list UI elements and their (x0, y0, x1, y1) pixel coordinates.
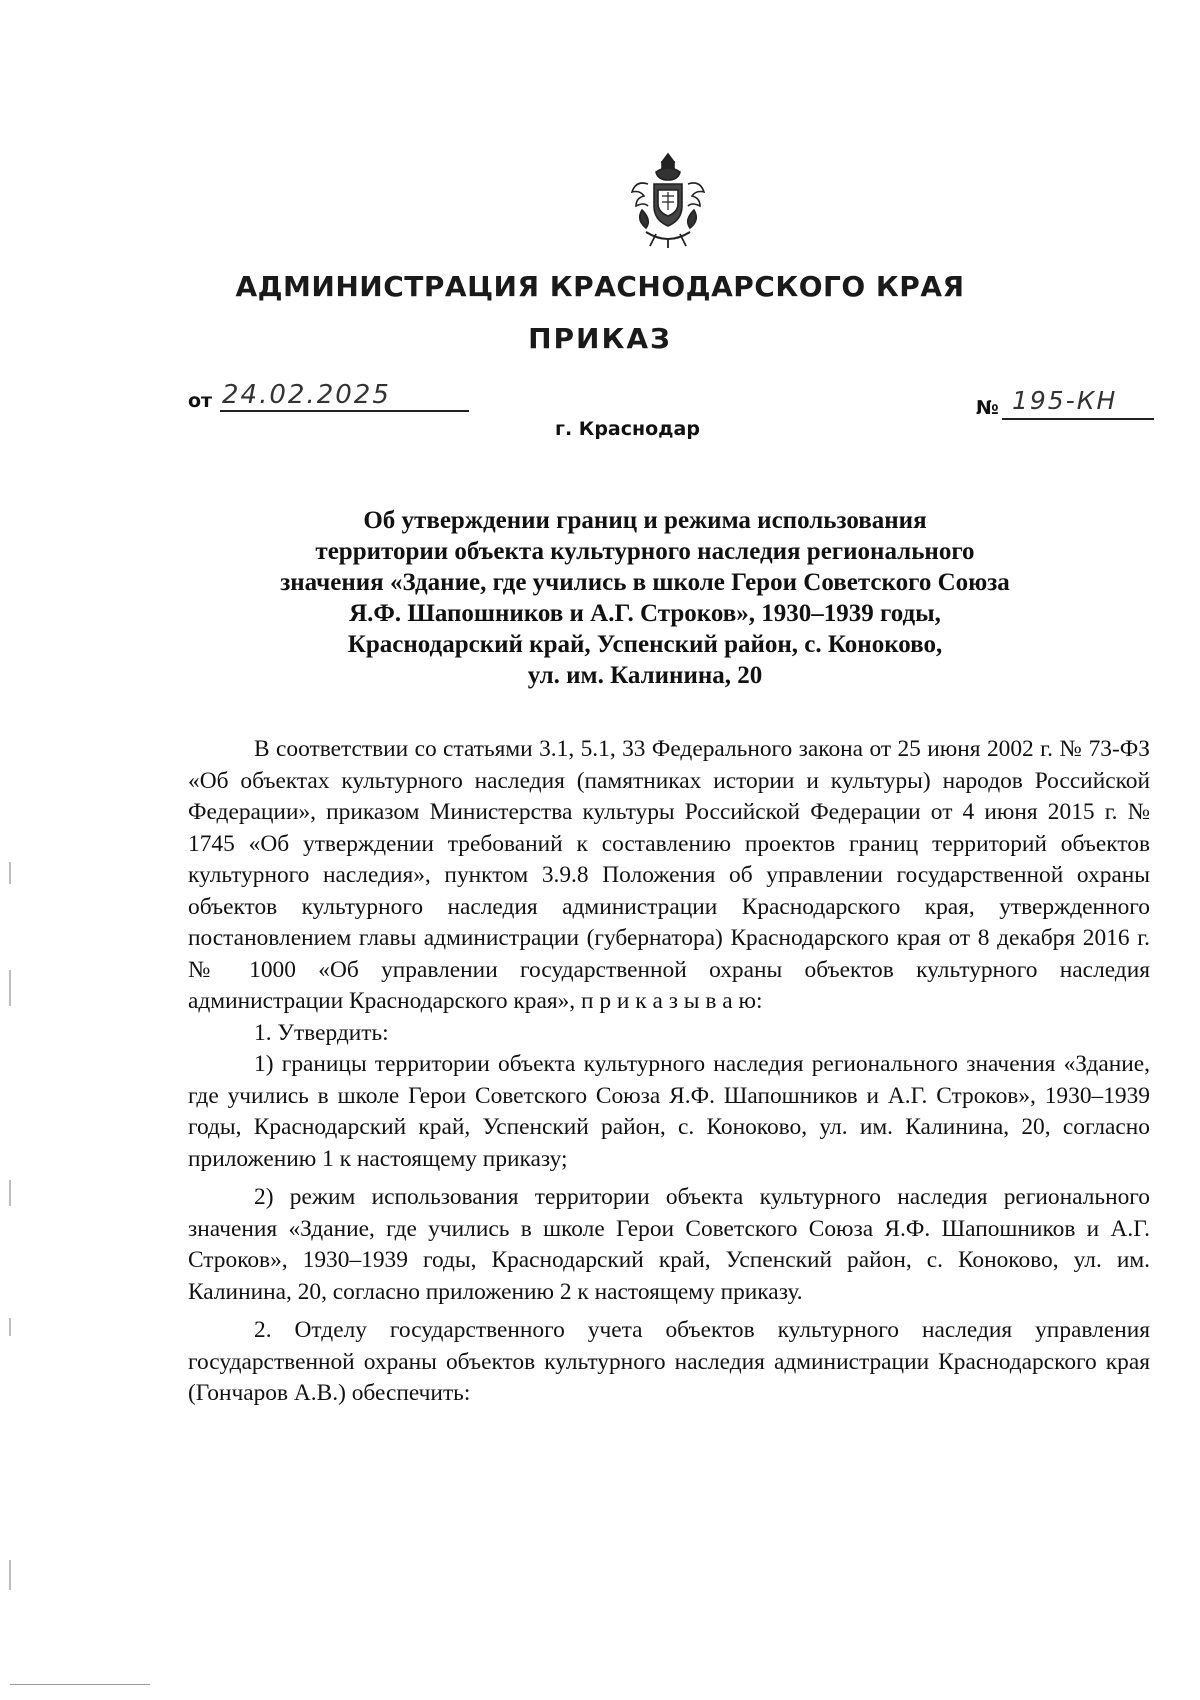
title-line: ул. им. Калинина, 20 (527, 662, 763, 689)
title-line: территории объекта культурного наследия регионального (315, 538, 975, 565)
document-body (188, 734, 1150, 1410)
date-label: от (188, 390, 213, 412)
number-label: № (976, 397, 999, 419)
title-line: значения «Здание, где учились в школе Герои Советского Союза (280, 569, 1010, 596)
item-2: 2. Отделу государственного учета объектов культурного наследия управления государственной охраны объектов культурного наследия администрации Краснодарского края (Гончаров А.В.) обеспечить: (188, 1317, 1150, 1406)
date-underline (220, 410, 469, 412)
title-line: Я.Ф. Шапошников и А.Г. Строков», 1930–1939 годы, (349, 600, 941, 627)
number-handwritten: 195-КН (1012, 386, 1118, 415)
scan-margin-mark (9, 1318, 11, 1336)
scan-bottom-line (10, 1684, 150, 1685)
document-type: ПРИКАЗ (528, 322, 672, 355)
title-line: Краснодарский край, Успенский район, с. Коноково, (347, 631, 943, 658)
scan-margin-mark (9, 970, 11, 1006)
item-1-subitem-2: 2) режим использования территории объекта культурного наследия регионального значения «Здание, где учились в школе Герои Советского Союза Я.Ф. Шапошников и А.Г. Строков», 1930–1939 годы, Краснодарский край, Успенский район, с. Коноково, ул. им. Калинина, 20, согласно приложению 2 к настоящему приказу. (188, 1184, 1150, 1305)
document-title (200, 505, 1090, 691)
item-1-subitem-1: 1) границы территории объекта культурного наследия регионального значения «Здание, где учились в школе Герои Советского Союза Я.Ф. Шапошников и А.Г. Строков», 1930–1939 годы, Краснодарский край, Успенский район, с. Коноково, ул. им. Калинина, 20, согласно приложению 1 к настоящему приказу; (188, 1051, 1150, 1172)
preamble-paragraph: В соответствии со статьями 3.1, 5.1, 33 Федерального закона от 25 июня 2002 г. № 73-ФЗ «Об объектах культурного наследия (памятниках истории и культуры) народов Российской Федерации», приказом Министерства культуры Российской Федерации от 4 июня 2015 г. № 1745 «Об утверждении требований к составлению проектов границ территорий объектов культурного наследия», пунктом 3.9.8 Положения об управлении государственной охраны объектов культурного наследия администрации Краснодарского края, утвержденного постановлением главы администрации (губернатора) Краснодарского края от 8 декабря 2016 г. № 1000 «Об управлении государственной охраны объектов культурного наследия администрации Краснодарского края», п р и к а з ы в а ю: (188, 736, 1150, 1014)
scan-margin-mark (9, 1180, 11, 1206)
title-line: Об утверждении границ и режима использования (363, 507, 927, 534)
item-1: 1. Утвердить: (254, 1019, 389, 1046)
date-handwritten: 24.02.2025 (222, 380, 391, 410)
scan-margin-mark (9, 862, 11, 884)
coat-of-arms-emblem (626, 150, 710, 250)
scan-margin-mark (9, 1560, 11, 1590)
city-name: г. Краснодар (555, 418, 700, 440)
organization-name: АДМИНИСТРАЦИЯ КРАСНОДАРСКОГО КРАЯ (235, 270, 965, 303)
